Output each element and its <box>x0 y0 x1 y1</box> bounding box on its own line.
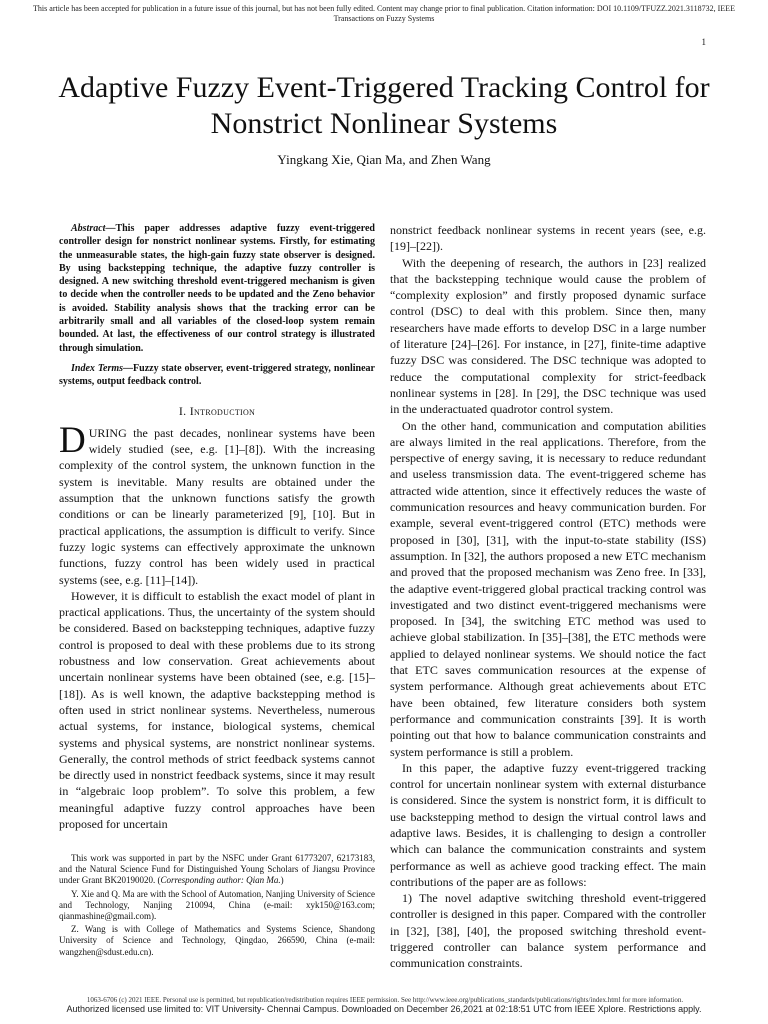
right-paragraph-2: With the deepening of research, the authors in [23] realized that the backstepping technique would cause the problem of “complexity explosion” and firstly proposed dynamic surface control (DSC) to deal with this problem. Since then, many researchers have made efforts to develop DSC in a large number of literature [24]–[26]. For instance, in [27], finite-time adaptive fuzzy DSC was considered. The DSC technique was adopted to reduce the computational complexity for strict-feedback nonlinear systems in [28]. In [29], the DSC technique was used in the underactuated quadrotor control system. <box>390 255 706 417</box>
index-terms-text: —Fuzzy state observer, event-triggered strategy, nonlinear systems, output feedback control. <box>59 362 375 388</box>
corresponding-author: Corresponding author: Qian Ma. <box>160 875 281 886</box>
footnote-funding-text: This work was supported in part by the NSFC under Grant 61773207, 62173183, and the Natural Science Fund for Distinguished Young Scholars of Jiangsu Province under Grant BK20190020. ( <box>59 853 375 886</box>
license-notice: Authorized licensed use limited to: VIT University- Chennai Campus. Downloaded on December 26,2021 at 02:18:51 UTC from IEEE Xplore. Restrictions apply. <box>66 1004 702 1014</box>
footnote-funding <box>59 853 375 887</box>
abstract-text: —This paper addresses adaptive fuzzy event-triggered controller design for nonstrict nonlinear systems. Firstly, for estimating the unmeasurable states, the high-gain fuzzy state observer is designed. By using backstepping technique, the adaptive fuzzy controller is designed. A new switching threshold event-triggered mechanism is given to decide when the controller needs to be updated and the Zeno behavior is avoided. Stability analysis shows that the tracking error can be arbitrarily small and all variables of the closed-loop system remain bounded. At last, the effectiveness of our control strategy is illustrated through simulation. <box>59 223 375 354</box>
intro-paragraph-2: However, it is difficult to establish the exact model of plant in practical applications. Thus, the uncertainty of the system should be considered. Based on backstepping techniques, adaptive fuzzy control is proposed to deal with these problems due to its strong robustness and low conservation. Great achievements about uncertain nonlinear systems have been obtained (see, e.g. [15]–[18]). As is well known, the adaptive backstepping method is often used in strict nonlinear systems. Nevertheless, numerous actual systems, for instance, biological systems, chemical systems and physical systems, are nonstrict nonlinear systems. Generally, the control methods of strict feedback systems cannot be directly used in nonstrict feedback systems, since it may result in “algebraic loop problem”. To solve this problem, a few meaningful adaptive fuzzy control approaches have been proposed for uncertain <box>59 588 375 831</box>
right-paragraph-4: In this paper, the adaptive fuzzy event-triggered tracking control for uncertain nonlinear system with external disturbance is considered. Since the system is nonstrict form, it is difficult to use backstepping method to design the virtual control laws and adaptive laws. Besides, it is challenging to design a controller which can balance the communication constraints and system performance as well as achieve good tracking effect. The main contributions of the paper are as follows: <box>390 760 706 889</box>
right-paragraph-1: nonstrict feedback nonlinear systems in recent years (see, e.g. [19]–[22]). <box>390 223 706 254</box>
right-paragraph-3: On the other hand, communication and computation abilities are always limited in the real applications. Therefore, from the perspective of energy saving, it is necessary to reduce redundant and useless transmission data. The event-triggered scheme has attracted wide attention, since it effectively reduces the waste of communication resources and heavy communication burden. For example, several event-triggered control (ETC) methods were proposed in [30], [31], with the input-to-state stability (ISS) assumption. In [32], the authors proposed a new ETC mechanism and proved that the proposed mechanism was Zeno free. In [33], the adaptive event-triggered global practical tracking control was investigated and two distinct event-triggered mechanisms were proposed. In [34], the switching ETC method was used to achieve global stabilization. In [35]–[38], the ETC methods were applied to delayed nonlinear systems. We should notice the fact that ETC saves communication resources at the expense of system performance. Although great achievements about ETC have been obtained, few literature considers both system performance and communication constraints [39]. It is worth pointing out that how to balance communication constraints and system performance is still a problem. <box>390 418 706 759</box>
footnote-affiliation-1: Y. Xie and Q. Ma are with the School of Automation, Nanjing University of Science and Technology, Nanjing 210094, China (e-mail: xyk150@163.com; qianmashine@gmail.com). <box>59 888 375 922</box>
paper-title: Adaptive Fuzzy Event-Triggered Tracking Control for Nonstrict Nonlinear Systems <box>58 71 710 140</box>
intro-paragraph-1-text: URING the past decades, nonlinear systems have been widely studied (see, e.g. [1]–[8]). With the increasing complexity of the control system, the unknown function in the system is inevitable. Many results are obtained under the assumption that the unknown functions satisfy the growth conditions or can be linearly parameterized [9], [10]. But in practical applications, the assumption is difficult to verify. Since fuzzy logic systems can effectively approximate the unknown functions, fuzzy control has been widely used in practical systems (see, e.g. [11]–[14]). <box>59 425 375 587</box>
journal-banner: This article has been accepted for publication in a future issue of this journal, but has not been fully edited. Content may change prior to final publication. Citation information: DOI 10.1109/TFUZZ.2021.3118732, IEEE Transactions on Fuzzy Systems <box>33 4 735 23</box>
section-numeral: I. <box>178 403 190 418</box>
abstract <box>59 222 375 355</box>
footnotes <box>59 853 375 960</box>
footnote-funding-close: ) <box>280 875 284 886</box>
copyright-line: 1063-6706 (c) 2021 IEEE. Personal use is permitted, but republication/redistribution requires IEEE permission. See http://www.ieee.org/publications_standards/publications/rights/index.html for more information. <box>86 996 684 1004</box>
right-paragraph-5: 1) The novel adaptive switching threshold event-triggered controller is designed in this paper. Compared with the controller in [32], [38], [40], the proposed switching threshold event-triggered controller can balance system performance and communication constraints. <box>390 891 706 971</box>
drop-cap: D <box>59 419 86 461</box>
section-heading-introduction <box>59 403 375 419</box>
intro-paragraph-1 <box>59 419 375 588</box>
index-terms-label: Index Terms <box>71 362 124 374</box>
right-column <box>390 222 706 972</box>
author-list: Yingkang Xie, Qian Ma, and Zhen Wang <box>277 152 491 167</box>
index-terms <box>59 362 375 389</box>
footnote-affiliation-2: Z. Wang is with College of Mathematics and Systems Science, Shandong University of Science and Technology, Qingdao, 266590, China (e-mail: wangzhen@sdust.edu.cn). <box>59 924 375 957</box>
section-title: Introduction <box>189 403 256 418</box>
abstract-label: Abstract <box>71 223 106 234</box>
left-column <box>59 222 375 832</box>
page-number: 1 <box>701 37 706 47</box>
